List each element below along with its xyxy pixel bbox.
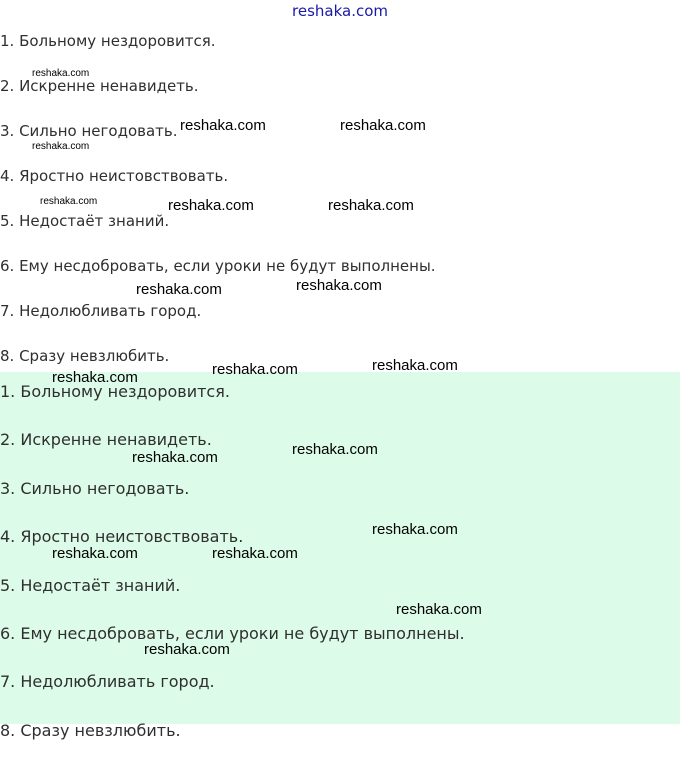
watermark: reshaka.com xyxy=(372,521,458,538)
answer-item-8: 8. Сразу невзлюбить. xyxy=(0,720,181,740)
watermark: reshaka.com xyxy=(136,281,222,298)
watermark: reshaka.com xyxy=(52,369,138,386)
watermark: reshaka.com xyxy=(328,197,414,214)
watermark: reshaka.com xyxy=(144,641,230,658)
task-item-5: 5. Недостаёт знаний. xyxy=(0,212,170,230)
watermark: reshaka.com xyxy=(212,361,298,378)
watermark: reshaka.com xyxy=(168,197,254,214)
watermark: reshaka.com xyxy=(212,545,298,562)
watermark: reshaka.com xyxy=(340,117,426,134)
site-header[interactable]: reshaka.com xyxy=(292,2,388,20)
task-item-4: 4. Яростно неистовствовать. xyxy=(0,167,229,185)
task-item-3: 3. Сильно негодовать. xyxy=(0,122,178,140)
answer-item-2: 2. Искренне ненавидеть. xyxy=(0,430,212,450)
task-item-6: 6. Ему несдобровать, если уроки не будут выполнены. xyxy=(0,257,436,275)
answer-list xyxy=(0,379,465,766)
answer-item-7: 7. Недолюбливать город. xyxy=(0,672,215,692)
answer-item-4: 4. Яростно неистовствовать. xyxy=(0,527,244,547)
answer-item-1: 1. Больному нездоровится. xyxy=(0,382,230,401)
watermark: reshaka.com xyxy=(52,545,138,562)
watermark: reshaka.com xyxy=(396,601,482,618)
watermark: reshaka.com xyxy=(132,449,218,466)
answer-item-5: 5. Недостаёт знаний. xyxy=(0,575,181,595)
watermark: reshaka.com xyxy=(32,68,90,79)
task-item-2: 2. Искренне ненавидеть. xyxy=(0,77,199,95)
task-item-1: 1. Больному нездоровится. xyxy=(0,32,216,50)
watermark: reshaka.com xyxy=(40,196,98,207)
watermark: reshaka.com xyxy=(32,141,90,152)
watermark: reshaka.com xyxy=(292,441,378,458)
answer-item-3: 3. Сильно негодовать. xyxy=(0,478,190,498)
watermark: reshaka.com xyxy=(372,357,458,374)
watermark: reshaka.com xyxy=(296,277,382,294)
watermark: reshaka.com xyxy=(180,117,266,134)
answer-item-6: 6. Ему несдобровать, если уроки не будут выполнены. xyxy=(0,623,465,643)
task-item-7: 7. Недолюбливать город. xyxy=(0,302,202,320)
task-item-8: 8. Сразу невзлюбить. xyxy=(0,347,170,365)
